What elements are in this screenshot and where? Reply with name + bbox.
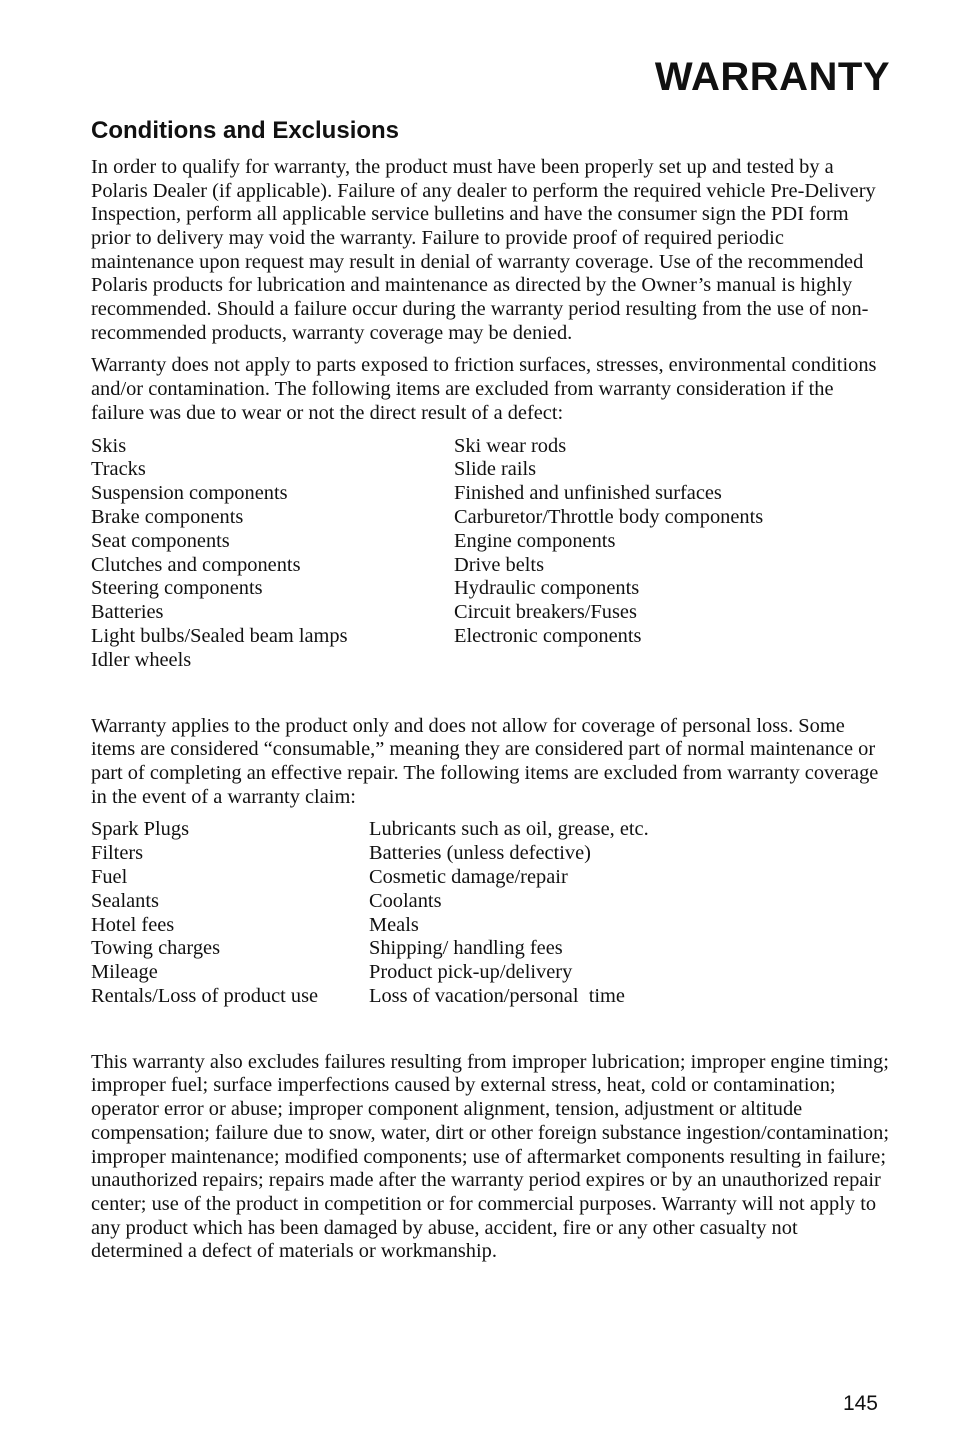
section-title: Conditions and Exclusions: [91, 117, 400, 144]
list-item: Spark Plugs: [91, 818, 190, 841]
list-item: Finished and unfinished surfaces: [454, 482, 722, 505]
list-item: Rentals/Loss of product use: [91, 984, 319, 1007]
list-item: Clutches and components: [91, 553, 301, 576]
page-number: 145: [842, 1392, 878, 1415]
list-item: Hydraulic components: [454, 577, 640, 600]
list-item: Lubricants such as oil, grease, etc.: [369, 818, 649, 841]
paragraph-qualification: In order to qualify for warranty, the product must have been properly set up and tested by a Polaris Dealer (if applicable). Failure of any dealer to perform the required vehicle Pre-Delivery Inspection, perform all applicable service bulletins and have the consumer sign the PDI form prior to delivery may void the warranty. Failure to provide proof of required periodic maintenance upon request may result in denial of warranty coverage. Use of the recommended Polaris products for lubrication and maintenance as directed by the Owner’s manual is highly recommended. Should a failure occur during the warranty period resulting from the use of non-recommended products, warranty coverage may be denied.: [91, 155, 876, 344]
consumable-items-left-column: [91, 818, 369, 1008]
list-item: Meals: [369, 913, 419, 936]
list-item: Product pick-up/delivery: [369, 961, 573, 984]
list-item: Filters: [91, 842, 144, 865]
list-item: Sealants: [91, 889, 159, 912]
list-item: Shipping/ handling fees: [369, 937, 563, 960]
list-item: Batteries: [91, 601, 164, 624]
wear-items-left-column: [91, 435, 454, 673]
wear-items-right-column: [454, 435, 891, 673]
list-item: Suspension components: [91, 482, 288, 505]
list-item: Slide rails: [454, 458, 537, 481]
list-item: Cosmetic damage/repair: [369, 865, 568, 888]
list-item: Skis: [91, 434, 127, 457]
wear-items-list: [91, 435, 891, 673]
list-item: Electronic components: [454, 624, 642, 647]
consumable-items-list: [91, 818, 891, 1008]
list-item: Idler wheels: [91, 648, 192, 671]
list-item: Fuel: [91, 865, 128, 888]
list-item: Coolants: [369, 889, 442, 912]
list-item: Loss of vacation/personal time: [369, 984, 625, 1007]
consumable-items-right-column: [369, 818, 891, 1008]
list-item: Steering components: [91, 577, 263, 600]
list-item: Brake components: [91, 505, 244, 528]
page-content: [91, 117, 891, 1273]
paragraph-additional-exclusions: This warranty also excludes failures resulting from improper lubrication; improper engine timing; improper fuel; surface imperfections caused by external stress, heat, cold or contamination; operator error or abuse; improper component alignment, tension, adjustment or altitude compensation; failure due to snow, water, dirt or other foreign substance ingestion/contamination; improper maintenance; modified components; use of aftermarket components resulting in failure; unauthorized repairs; repairs made after the warranty period expires or by an unauthorized repair center; use of the product in competition or for commercial purposes. Warranty will not apply to any product which has been damaged by abuse, accident, fire or any other casualty not determined a defect of materials or workmanship.: [91, 1050, 889, 1263]
list-item: Circuit breakers/Fuses: [454, 601, 637, 624]
list-item: Hotel fees: [91, 913, 175, 936]
list-item: Drive belts: [454, 553, 545, 576]
list-item: Mileage: [91, 961, 158, 984]
list-item: Engine components: [454, 529, 616, 552]
list-item: Seat components: [91, 529, 230, 552]
list-item: Light bulbs/Sealed beam lamps: [91, 624, 348, 647]
list-item: Batteries (unless defective): [369, 842, 591, 865]
list-item: Tracks: [91, 458, 146, 481]
paragraph-wear-exclusions: Warranty does not apply to parts exposed to friction surfaces, stresses, environmental conditions and/or contamination. The following items are excluded from warranty consideration if the failure was due to wear or not the direct result of a defect:: [91, 354, 877, 424]
page-header-title: WARRANTY: [654, 55, 890, 99]
paragraph-consumables: Warranty applies to the product only and does not allow for coverage of personal loss. Some items are considered “consumable,” meaning they are considered part of normal maintenance or part of completing an effective repair. The following items are excluded from warranty coverage in the event of a warranty claim:: [91, 714, 879, 808]
list-item: Towing charges: [91, 937, 221, 960]
list-item: Ski wear rods: [454, 434, 567, 457]
list-item: Carburetor/Throttle body components: [454, 505, 764, 528]
